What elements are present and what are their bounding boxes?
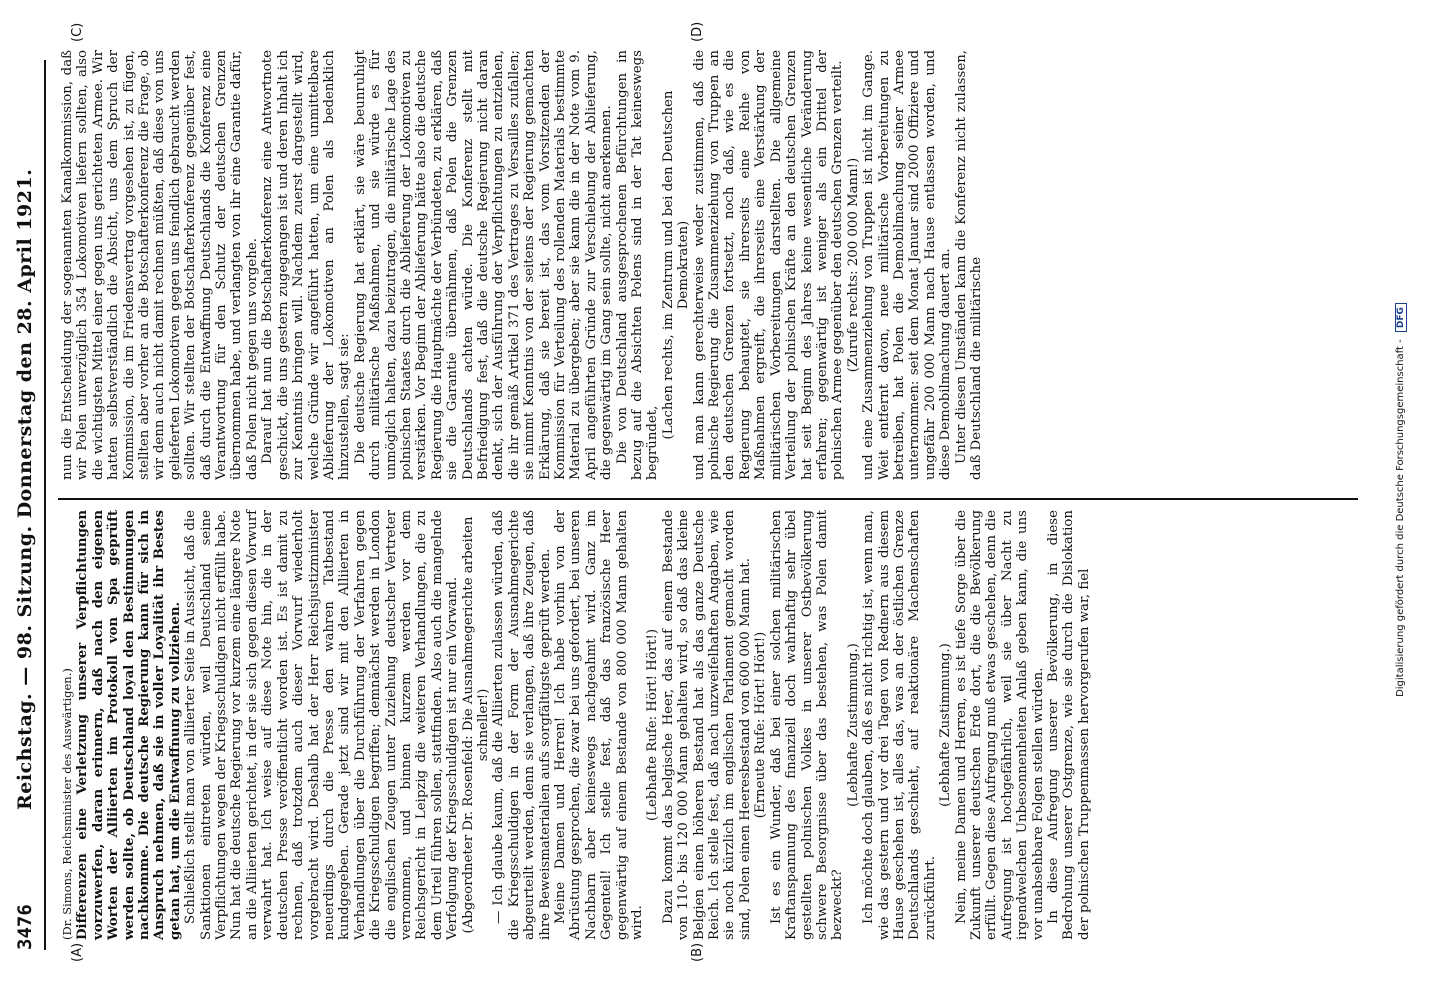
page-header bbox=[8, 60, 42, 950]
page-number: 3476 bbox=[14, 904, 36, 950]
margin-marker-d: (D) bbox=[690, 21, 705, 42]
paragraph: Differenzen eine Verletzung unserer Verpflichtungen vorzuwerfen, daran erinnern, daß nach den eigenen Worten der Alliierten im Protokoll von Spa geprüft werden sollte, ob Deutschland loyal den Bestimmungen nachkomme. Die deutsche Regierung kann für sich in Anspruch nehmen, daß sie in voller Loyalität ihr Bestes getan hat, um die Entwaffnung zu vollziehen. bbox=[75, 510, 183, 940]
left-column bbox=[60, 510, 1092, 940]
interjection: (Lachen rechts, im Zentrum und bei den Deutschen Demokraten) bbox=[660, 90, 692, 440]
right-column bbox=[60, 50, 984, 480]
paragraph: In diese Aufregung unserer Bevölkerung, in diese Bedrohung unserer Ostgrenze, wie sie durch die Dislokation der polnischen Truppenmassen hervorgerufen war, fiel bbox=[1046, 510, 1092, 940]
interjection: (Abgeordneter Dr. Rosenfeld: Die Ausnahmegerichte arbeiten schneller!) bbox=[460, 516, 491, 934]
interjection: (Erneute Rufe: Hört! Hört!) bbox=[753, 631, 769, 819]
paragraph: und eine Zusammenziehung von Truppen ist nicht im Gange. Weit entfernt davon, neue militärische Vorbereitungen zu betreiben, hat Polen die Demobilmachung seiner Armee unternommen: seit dem Monat Januar sind 2000 Offiziere und ungefähr 200 000 Mann nach Hause entlassen worden, und diese Demobilmachung dauert an. bbox=[861, 50, 954, 480]
interjection: (Lebhafte Zustimmung.) bbox=[938, 643, 954, 807]
paragraph: nun die Entscheidung der sogenannten Kanalkommission, daß wir Polen unverzüglich 354 Lokomotiven liefern sollten, also die wichtigsten Mittel einer gegen uns gerichteten Armee. Wir hatten selbstverständlich die Absicht, uns dem Spruch der Kommission, die im Friedensvertrag vorgesehen ist, zu fügen, stellten aber vorher an die Botschafterkonferenz die Frage, ob wir denn auch nicht damit rechnen müßten, daß diese von uns gelieferten Lokomotiven gegen uns feindlich gebraucht werden sollten. Wir stellten der Botschafterkonferenz gegenüber fest, daß durch die Entwaffnung Deutschlands die Konferenz eine Verantwortung für den Schutz der deutschen Grenzen übernommen habe, und verlangten von ihr eine Garantie dafür, daß Polen nicht gegen uns vorgehe. bbox=[60, 50, 260, 480]
paragraph: Ich möchte doch glauben, daß es nicht richtig ist, wenn man, wie das gestern und vor drei Tagen von Rednern aus diesem Hause geschehen ist, alles das, was an der östlichen Grenze Deutschlands geschieht, auf reaktionäre Machenschaften zurückführt. bbox=[861, 510, 938, 940]
paragraph: Unter diesen Umständen kann die Konferenz nicht zulassen, daß Deutschland die militärische bbox=[953, 50, 984, 480]
margin-marker-b: (B) bbox=[690, 942, 705, 962]
paragraph: Dazu kommt das belgische Heer, das auf einem Bestande von 110- bis 120 000 Mann gehalten wird, so daß das kleine Belgien einen höheren Bestand hat als das ganze Deutsche Reich. Ich stelle fest, daß nach unzweifelhaften Angaben, wie sie noch kürzlich im englischen Parlament gemacht worden sind, Polen einen Heeresbestand von 600 000 Mann hat. bbox=[660, 510, 753, 940]
dfg-logo: DFG bbox=[1395, 303, 1407, 332]
paragraph: Schließlich stellt man von alliierter Seite in Aussicht, daß die Sanktionen eintreten würden, weil Deutschland seine Verpflichtungen wegen der Kriegsschuldigen nicht erfüllt habe. Nun hat die deutsche Regierung vor kurzem eine längere Note an die Alliierten gerichtet, in der sie sich gegen diesen Vorwurf verwahrt hat. Ich weise auf diese Note hin, die in der deutschen Presse veröffentlicht worden ist. Es ist damit zu rechnen, daß trotzdem auch dieser Vorwurf wiederholt vorgebracht wird. Deshalb hat der Herr Reichsjustizminister neuerdings durch die Presse den wahren Tatbestand kundgegeben. Gerade jetzt sind wir mit den Alliierten in Verhandlungen über die Durchführung der Verfahren gegen die Kriegsschuldigen begriffen; demnächst werden in London die englischen Zeugen unter Zuziehung deutscher Vertreter vernommen, und binnen kurzem werden vor dem Reichsgericht in Leipzig die weiteren Verhandlungen, die zu dem Urteil führen sollen, stattfinden. Also auch die mangelnde Verfolgung der Kriegsschuldigen ist nur ein Vorwand. bbox=[183, 510, 461, 940]
paragraph: Meine Damen und Herren! Ich habe vorhin von der Abrüstung gesprochen, die zwar bei uns gefordert, bei unseren Nachbarn aber keineswegs nachgeahmt wird. Ganz im Gegenteil! Ich stelle fest, daß das französische Heer gegenwärtig auf einem Bestande von 800 000 Mann gehalten wird. bbox=[553, 510, 646, 940]
margin-marker-a: (A) bbox=[70, 942, 85, 962]
paragraph: — Ich glaube kaum, daß die Alliierten zulassen würden, daß die Kriegsschuldigen in der Form der Ausnahmegerichte abgeurteilt werden, denn sie verlangen, daß ihre Zeugen, daß ihre Beweismaterialien aufs sorgfältigste geprüft werden. bbox=[491, 510, 553, 940]
speaker-note: (Dr. Simons, Reichsminister des Auswärtigen.) bbox=[60, 668, 74, 940]
paragraph: Darauf hat nun die Botschafterkonferenz eine Antwortnote geschickt, die uns gestern zugegangen ist und deren Inhalt ich zur Kenntnis bringen will. Nachdem zuerst dargestellt wird, welche Gründe wir angeführt hatten, um eine unmittelbare Ablieferung der Lokomotiven an Polen als bedenklich hinzustellen, sagt sie: bbox=[260, 50, 353, 480]
interjection: (Lebhafte Rufe: Hört! Hört!) bbox=[645, 628, 661, 822]
column-divider bbox=[58, 499, 1358, 501]
page-title: Reichstag. — 98. Sitzung. Donnerstag den 28. April 1921. bbox=[14, 168, 36, 810]
digitization-note bbox=[1395, 10, 1407, 990]
header-rule bbox=[44, 60, 46, 950]
interjection: (Lebhafte Zustimmung.) bbox=[845, 643, 861, 807]
paragraph: Nein, meine Damen und Herren, es ist tiefe Sorge über die Zukunft unserer deutschen Erde dort, die die Bevölkerung erfüllt. Gegen diese Aufregung muß etwas geschehen, denn die Aufregung ist hochgefährlich, weil sie über Nacht zu irgendwelchen Unbesonnenheiten Anlaß geben kann, die uns vor unabsehbare Folgen stellen würden. bbox=[953, 510, 1046, 940]
paragraph: und man kann gerechterweise weder zustimmen, daß die polnische Regierung die Zusammenziehung von Truppen an den deutschen Grenzen fortsetzt, noch daß, wie es die Regierung behauptet, sie ihrerseits eine Reihe von Maßnahmen ergreift, die ihrerseits eine Verstärkung der militärischen Vorbereitungen darstellten. Die allgemeine Verteilung der polnischen Kräfte an den deutschen Grenzen hat seit Beginn des Jahres keine wesentliche Veränderung erfahren; gegenwärtig ist weniger als ein Drittel der polnischen Armee gegenüber den deutschen Grenzen verteilt. bbox=[691, 50, 846, 480]
paragraph: Ist es ein Wunder, daß bei einer solchen militärischen Kraftanspannung des finanziell doch wahrhaftig sehr übel gestellten polnischen Volkes in unserer Ostbevölkerung schwere Besorgnisse über das bestehen, was Polen damit bezweckt? bbox=[768, 510, 846, 940]
paragraph: Die von Deutschland ausgesprochenen Befürchtungen in bezug auf die Absichten Polens sind in der Tat keineswegs begründet, bbox=[614, 50, 661, 480]
margin-marker-c: (C) bbox=[70, 22, 85, 42]
paragraph: Die deutsche Regierung hat erklärt, sie wäre beunruhigt durch militärische Maßnahmen, und sie würde es für unmöglich halten, dazu beizutragen, die militärische Lage des polnischen Staates durch die Ablieferung der Lokomotiven zu verstärken. Vor Beginn der Ablieferung hätte also die deutsche Regierung die Hauptmächte der Verbündeten, zu erklären, daß sie die Garantie übernähmen, daß Polen die Grenzen Deutschlands achten würde. Die Konferenz stellt mit Befriedigung fest, daß die deutsche Regierung nicht daran denkt, sich der Ausführung der Verpflichtungen zu entziehen, die ihr gemäß Artikel 371 des Vertrages zu Versailles zufallen; sie nimmt Kenntnis von der seitens der Regierung gemachten Erklärung, daß sie bereit ist, das vom Vorsitzenden der Kommission für Verteilung des rollenden Materials bestimmte Material zu übergeben; aber sie kann die in der Note vom 9. April angeführten Gründe zur Verschiebung der Ablieferung, die gegenwärtig im Gang sein sollte, nicht anerkennen. bbox=[352, 50, 615, 480]
interjection: (Zurufe rechts: 200 000 Mann!) bbox=[845, 157, 861, 373]
digitization-text: Digitalisierung gefördert durch die Deutsche Forschungsgemeinschaft - bbox=[1395, 339, 1406, 697]
